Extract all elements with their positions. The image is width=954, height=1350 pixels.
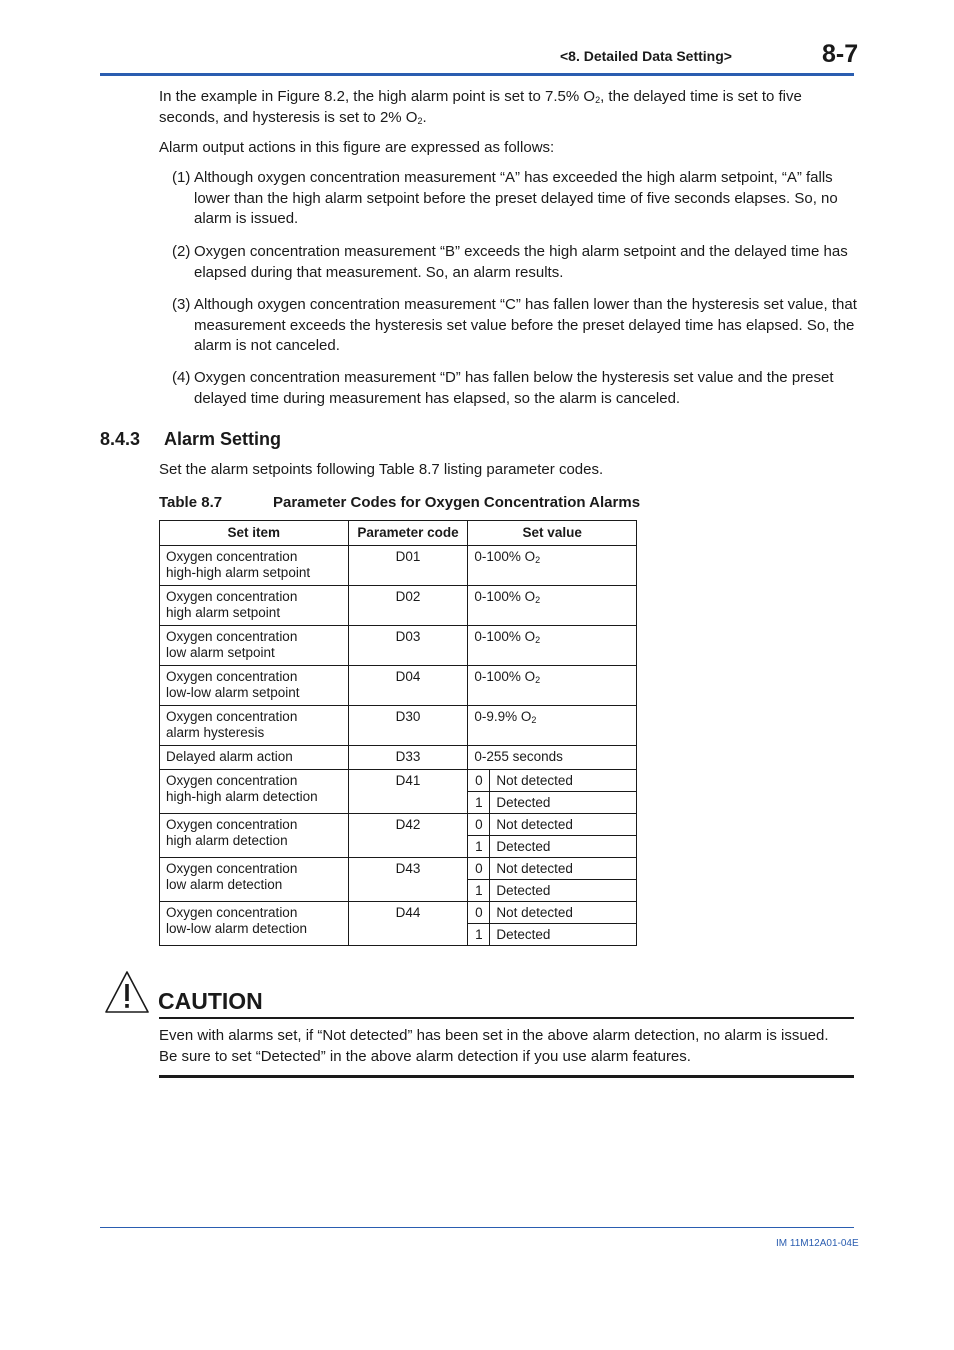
set-item-cell: Oxygen concentration low alarm detection (160, 858, 349, 902)
caution-title: CAUTION (158, 988, 263, 1014)
list-item-text: Although oxygen concentration measurement “A” has exceeded the high alarm setpoint, “A” falls lower than the high alarm setpoint before the preset delayed time of five seconds elapses. So, no alarm is issued. (194, 169, 838, 227)
set-item-cell: Oxygen concentration high-high alarm detection (160, 770, 349, 814)
header-set-value: Set value (468, 521, 637, 546)
list-item-number: (1) (172, 169, 191, 186)
set-value-cell: 0-100% $O_2$ (468, 626, 637, 666)
caution-text (159, 1025, 859, 1067)
set-item-cell: Oxygen concentration high alarm setpoint (160, 586, 349, 626)
set-item-cell: Oxygen concentration low alarm setpoint (160, 626, 349, 666)
table-row (160, 666, 637, 706)
set-item-cell: Oxygen concentration low-low alarm setpoint (160, 666, 349, 706)
parameter-table (159, 520, 637, 946)
list-item (172, 168, 862, 230)
table-label: Table 8.7 (159, 494, 223, 511)
option-label-cell: Not detected (490, 858, 637, 880)
table-row (160, 746, 637, 770)
document-id: IM 11M12A01-04E (776, 1238, 859, 1249)
option-index-cell: 1 (468, 880, 490, 902)
option-index-cell: 0 (468, 858, 490, 880)
option-label-cell: Detected (490, 924, 637, 946)
set-value-cell: 0-100% $O_2$ (468, 546, 637, 586)
list-item (172, 242, 862, 283)
set-value-cell: 0-9.9% $O_2$ (468, 706, 637, 746)
parameter-code-cell: D43 (348, 858, 468, 902)
footer-rule (100, 1227, 854, 1228)
caution-rule-bottom (159, 1075, 854, 1078)
table-row (160, 902, 637, 924)
set-item-cell: Oxygen concentration low-low alarm detection (160, 902, 349, 946)
header-rule (100, 73, 854, 76)
option-label-cell: Not detected (490, 814, 637, 836)
list-item (172, 295, 862, 357)
parameter-code-cell: D42 (348, 814, 468, 858)
header-set-item: Set item (160, 521, 349, 546)
list-item-number: (2) (172, 243, 191, 260)
parameter-code-cell: D04 (348, 666, 468, 706)
caution-line-2: Be sure to set “Detected” in the above alarm detection if you use alarm features. (159, 1048, 691, 1065)
parameter-code-cell: D03 (348, 626, 468, 666)
list-item-number: (4) (172, 369, 191, 386)
option-index-cell: 1 (468, 836, 490, 858)
section-number: 8.4.3 (100, 429, 141, 449)
set-item-cell: Oxygen concentration high-high alarm setpoint (160, 546, 349, 586)
option-index-cell: 0 (468, 814, 490, 836)
option-index-cell: 1 (468, 792, 490, 814)
list-item-text: Oxygen concentration measurement “B” exceeds the high alarm setpoint and the delayed time has elapsed during that measurement. So, an alarm results. (194, 243, 848, 281)
option-index-cell: 1 (468, 924, 490, 946)
intro-paragraph-2: Alarm output actions in this figure are expressed as follows: (159, 139, 555, 156)
list-item (172, 368, 862, 409)
set-value-cell: 0-255 seconds (468, 746, 637, 770)
header-parameter-code: Parameter code (348, 521, 468, 546)
list-item-text: Oxygen concentration measurement “D” has fallen below the hysteresis set value and the preset delayed time during measurement has elapsed, so the alarm is canceled. (194, 369, 834, 407)
option-label-cell: Not detected (490, 902, 637, 924)
set-item-cell: Delayed alarm action (160, 746, 349, 770)
page-number: 8-7 (822, 40, 859, 68)
option-label-cell: Detected (490, 836, 637, 858)
section-intro: Set the alarm setpoints following Table 8.7 listing parameter codes. (159, 461, 604, 478)
table-row (160, 586, 637, 626)
parameter-code-cell: D01 (348, 546, 468, 586)
option-label-cell: Detected (490, 880, 637, 902)
warning-triangle-icon (103, 969, 151, 1015)
option-label-cell: Detected (490, 792, 637, 814)
set-value-cell: 0-100% $O_2$ (468, 586, 637, 626)
parameter-code-cell: D41 (348, 770, 468, 814)
intro-paragraph: In the example in Figure 8.2, the high alarm point is set to 7.5% $O_2$, the delayed time is set to five seconds, and hysteresis is set to 2% $O_2$. (159, 88, 802, 126)
caution-rule-top (159, 1017, 854, 1019)
table-row (160, 626, 637, 666)
caution-line-1: Even with alarms set, if “Not detected” has been set in the above alarm detection, no alarm is issued. (159, 1027, 829, 1044)
set-value-cell: 0-100% $O_2$ (468, 666, 637, 706)
parameter-code-cell: D44 (348, 902, 468, 946)
table-header-row (160, 521, 637, 546)
table-title: Parameter Codes for Oxygen Concentration Alarms (273, 494, 641, 511)
option-label-cell: Not detected (490, 770, 637, 792)
list-item-text: Although oxygen concentration measurement “C” has fallen lower than the hysteresis set value, that measurement exceeds the hysteresis set value before the preset delayed time has elapsed. So, the alarm is not canceled. (194, 296, 857, 354)
table-row (160, 706, 637, 746)
list-item-number: (3) (172, 296, 191, 313)
section-title: Alarm Setting (164, 429, 282, 449)
parameter-code-cell: D33 (348, 746, 468, 770)
table-row (160, 770, 637, 792)
option-index-cell: 0 (468, 902, 490, 924)
table-row (160, 858, 637, 880)
table-row (160, 546, 637, 586)
parameter-code-cell: D02 (348, 586, 468, 626)
parameter-code-cell: D30 (348, 706, 468, 746)
running-header-chapter: <8. Detailed Data Setting> (560, 48, 732, 64)
set-item-cell: Oxygen concentration high alarm detection (160, 814, 349, 858)
table-row (160, 814, 637, 836)
option-index-cell: 0 (468, 770, 490, 792)
set-item-cell: Oxygen concentration alarm hysteresis (160, 706, 349, 746)
